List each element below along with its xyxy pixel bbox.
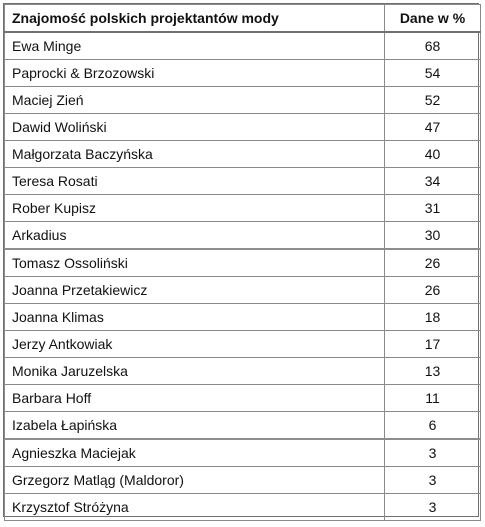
table-row <box>5 60 481 87</box>
percentage-value-cell: 47 <box>385 114 481 141</box>
percentage-value-cell: 17 <box>385 331 481 358</box>
designer-name-cell: Rober Kupisz <box>5 195 385 222</box>
percentage-value-cell: 3 <box>385 439 481 467</box>
designer-name-cell: Dawid Woliński <box>5 114 385 141</box>
designer-name-cell: Arkadius <box>5 222 385 250</box>
header-row <box>5 5 481 33</box>
designer-awareness-table-container <box>3 3 479 517</box>
table-row <box>5 195 481 222</box>
table-row <box>5 304 481 331</box>
percentage-value-cell: 34 <box>385 168 481 195</box>
table-row <box>5 331 481 358</box>
table-header <box>5 5 481 33</box>
table-row <box>5 141 481 168</box>
table-row <box>5 222 481 250</box>
table-row <box>5 277 481 304</box>
percentage-value-cell: 6 <box>385 412 481 440</box>
table-row <box>5 494 481 521</box>
designer-name-cell: Jerzy Antkowiak <box>5 331 385 358</box>
percentage-value-cell: 68 <box>385 32 481 60</box>
designer-name-cell: Joanna Klimas <box>5 304 385 331</box>
table-row <box>5 358 481 385</box>
percentage-value-cell: 26 <box>385 277 481 304</box>
designer-name-cell: Izabela Łapińska <box>5 412 385 440</box>
designer-name-cell: Ewa Minge <box>5 32 385 60</box>
designer-name-cell: Krzysztof Stróżyna <box>5 494 385 521</box>
percentage-value-cell: 3 <box>385 494 481 521</box>
percentage-value-cell: 52 <box>385 87 481 114</box>
percentage-value-cell: 13 <box>385 358 481 385</box>
percentage-value-cell: 31 <box>385 195 481 222</box>
designer-name-cell: Tomasz Ossoliński <box>5 249 385 277</box>
table-row <box>5 467 481 494</box>
table-row <box>5 439 481 467</box>
designer-name-cell: Małgorzata Baczyńska <box>5 141 385 168</box>
designer-name-cell: Agnieszka Maciejak <box>5 439 385 467</box>
percentage-value-cell: 11 <box>385 385 481 412</box>
designer-name-cell: Monika Jaruzelska <box>5 358 385 385</box>
designer-name-cell: Maciej Zień <box>5 87 385 114</box>
table-row <box>5 114 481 141</box>
designer-name-cell: Barbara Hoff <box>5 385 385 412</box>
percentage-value-cell: 18 <box>385 304 481 331</box>
table-row <box>5 412 481 440</box>
designer-column-header: Znajomość polskich projektantów mody <box>5 5 385 33</box>
designer-name-cell: Paprocki & Brzozowski <box>5 60 385 87</box>
table-row <box>5 87 481 114</box>
percentage-value-cell: 40 <box>385 141 481 168</box>
percentage-value-cell: 26 <box>385 249 481 277</box>
percentage-value-cell: 3 <box>385 467 481 494</box>
table-row <box>5 385 481 412</box>
designer-awareness-table <box>4 4 481 521</box>
table-row <box>5 168 481 195</box>
table-row <box>5 249 481 277</box>
table-body <box>5 32 481 521</box>
percentage-value-cell: 30 <box>385 222 481 250</box>
designer-name-cell: Teresa Rosati <box>5 168 385 195</box>
percentage-column-header: Dane w % <box>385 5 481 33</box>
table-row <box>5 32 481 60</box>
designer-name-cell: Joanna Przetakiewicz <box>5 277 385 304</box>
percentage-value-cell: 54 <box>385 60 481 87</box>
designer-name-cell: Grzegorz Matląg (Maldoror) <box>5 467 385 494</box>
